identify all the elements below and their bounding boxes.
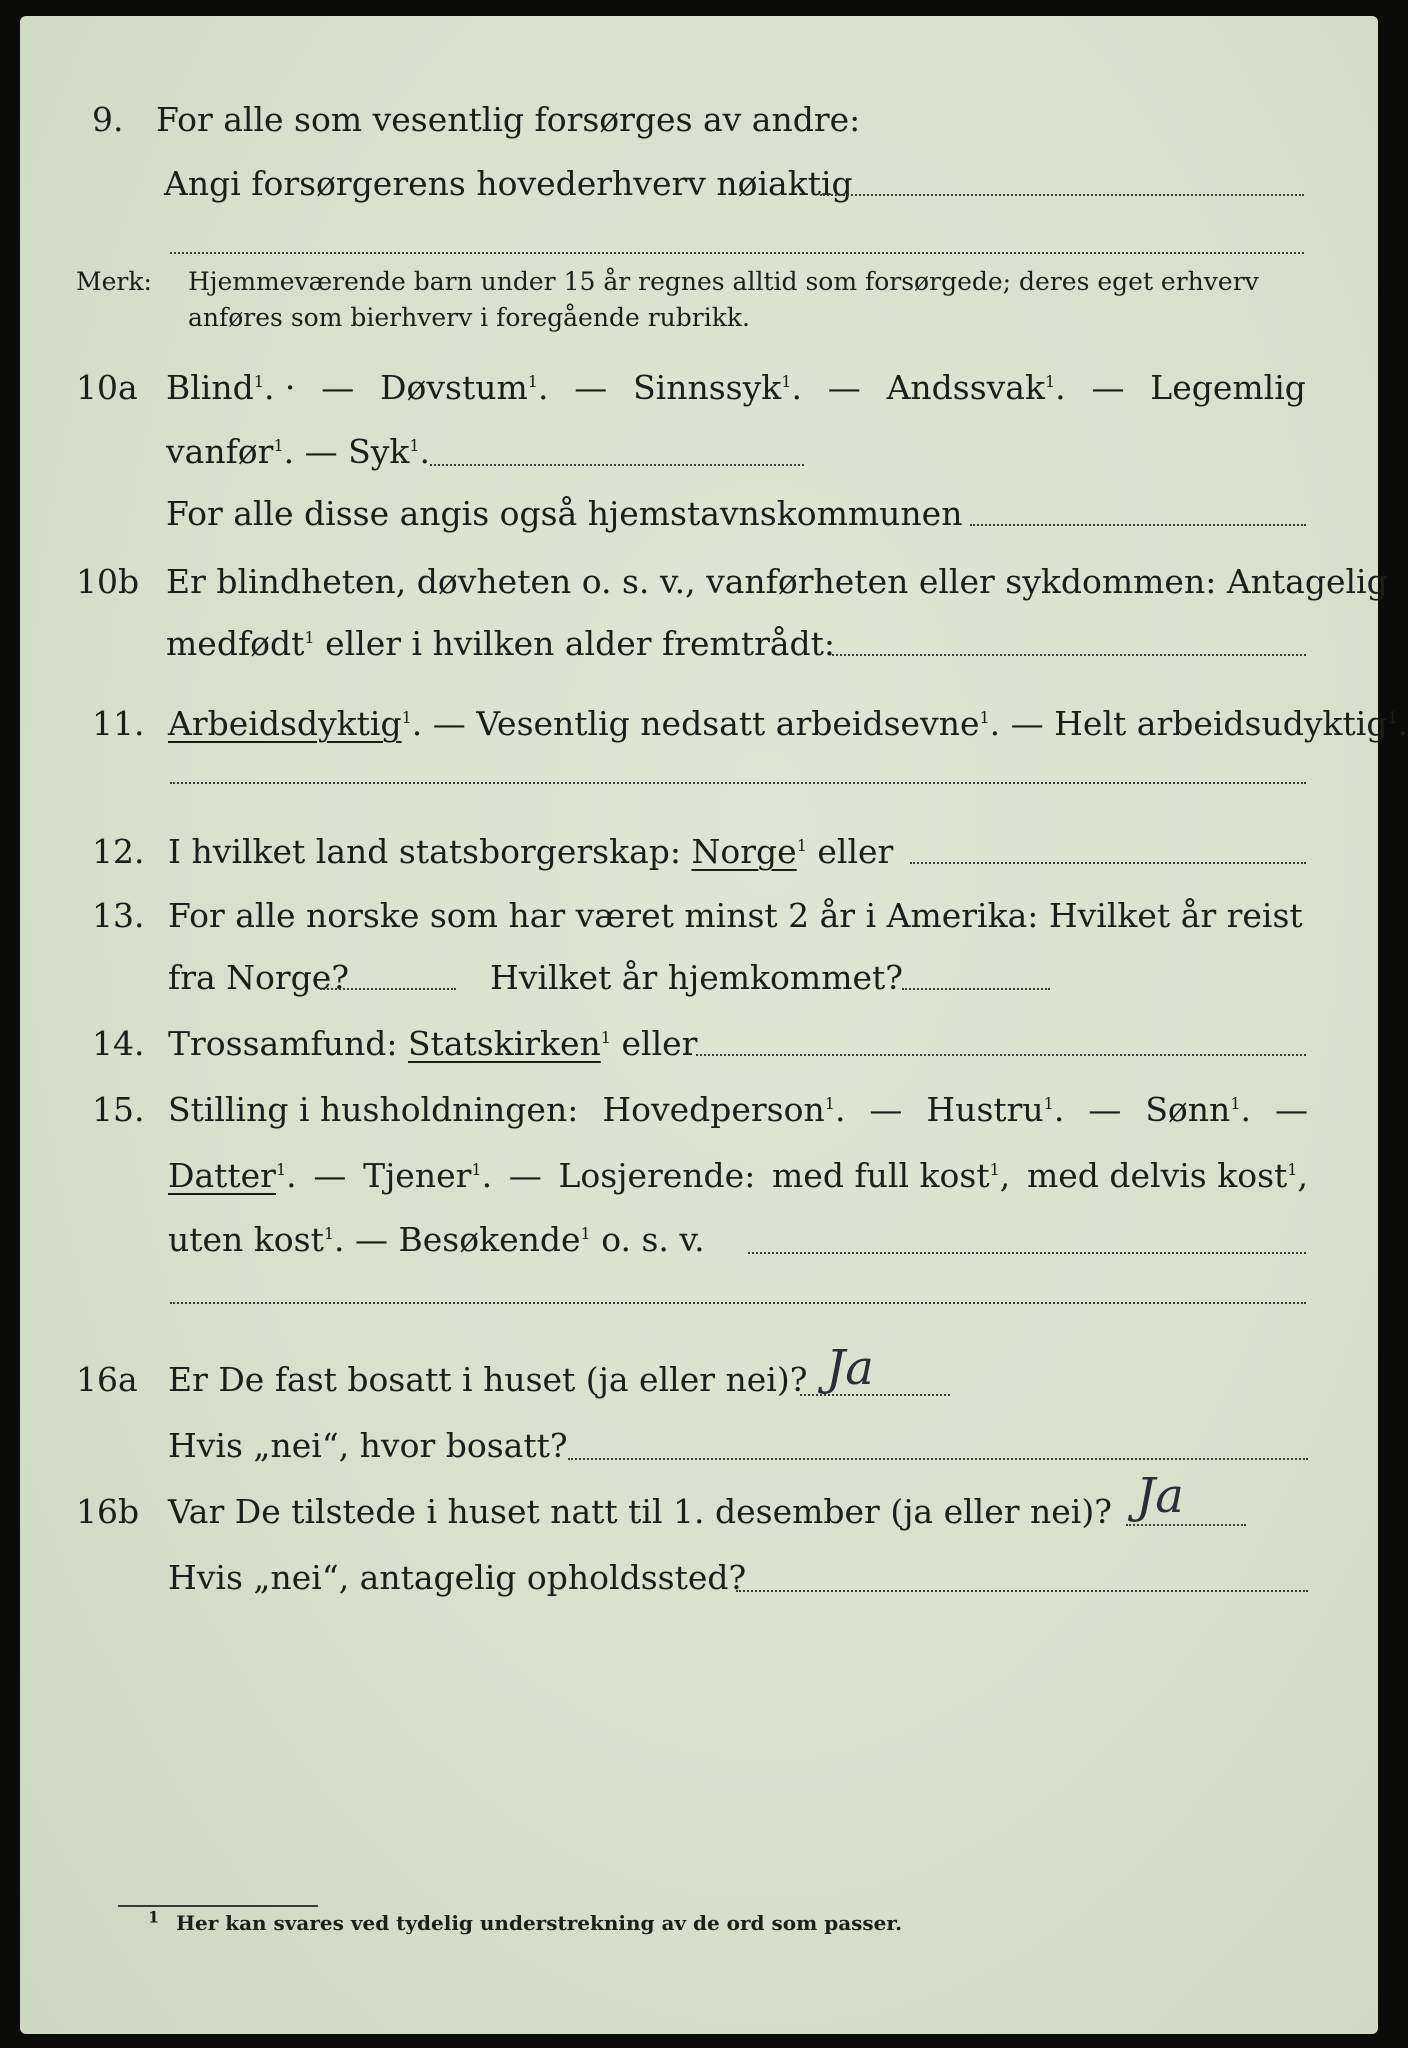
answer-line[interactable] (902, 988, 1050, 990)
option-dovstum[interactable]: Døvstum (380, 368, 528, 407)
question-number: 10b (76, 562, 140, 601)
option-andssvak[interactable]: Andssvak (886, 368, 1045, 407)
question-16a (20, 1340, 1378, 1408)
question-10b (20, 554, 1388, 610)
option-arbeidsdyktig[interactable]: Arbeidsdyktig (168, 704, 402, 743)
question-options: I hvilket land statsborgerskap: Norge$^1$ eller (168, 832, 894, 871)
question-text: Hvilket år hjemkommet? (490, 958, 903, 997)
question-15-line2 (20, 1148, 1378, 1204)
answer-line[interactable] (800, 1394, 950, 1396)
answer-line[interactable] (568, 1458, 1308, 1460)
answer-line[interactable] (320, 988, 456, 990)
option-blind[interactable]: Blind (166, 368, 254, 407)
question-text: Angi forsørgerens hovederhverv nøiaktig (164, 164, 853, 203)
note-text: Hjemmeværende barn under 15 år regnes alltid som forsørgede; deres eget erhverv (188, 267, 1259, 296)
question-number: 10a (76, 368, 138, 407)
question-text: For alle disse angis også hjemstavnskommunen (166, 494, 963, 533)
option-losjerende: Losjerende: (558, 1156, 756, 1195)
answer-line[interactable] (910, 862, 1306, 864)
question-14 (20, 1016, 1378, 1072)
option-datter[interactable]: Datter (168, 1156, 276, 1195)
question-9 (20, 92, 1378, 148)
question-number: 15. (92, 1090, 145, 1129)
question-text: Var De tilstede i huset natt til 1. desember (ja eller nei)? (168, 1492, 1112, 1531)
answer-line[interactable] (820, 194, 1304, 196)
question-options: Arbeidsdyktig$^1$. — Vesentlig nedsatt arbeidsevne$^1$. — Helt arbeidsudyktig$^1$. (168, 704, 1408, 743)
option-statskirken[interactable]: Statskirken (407, 1024, 601, 1063)
question-options: Trossamfund: Statskirken$^1$ eller (168, 1024, 698, 1063)
question-options: uten kost$^1$. — Besøkende$^1$ o. s. v. (168, 1220, 705, 1259)
option-sinnssyk[interactable]: Sinnssyk (633, 368, 782, 407)
question-options: Datter$^1$. — Tjener$^1$. — Losjerende: med full kost$^1$, med delvis kost$^1$, (168, 1148, 1308, 1204)
note-label: Merk: (76, 267, 152, 296)
answer-line[interactable] (170, 1302, 1306, 1304)
question-text: For alle som vesentlig forsørges av andre: (156, 100, 861, 139)
answer-line[interactable] (736, 1590, 1308, 1592)
option-sonn[interactable]: Sønn (1145, 1090, 1231, 1129)
question-number: 9. (92, 100, 124, 139)
option-norge[interactable]: Norge (691, 832, 797, 871)
question-number: 16a (76, 1360, 138, 1399)
question-number: 12. (92, 832, 145, 871)
footnote-text: Her kan svares ved tydelig understrekning av de ord som passer. (176, 1911, 903, 1935)
question-options: Stilling i husholdningen: Hovedperson$^1$. — Hustru$^1$. — Sønn$^1$. — (168, 1090, 1308, 1129)
census-form-page (20, 16, 1408, 2034)
answer-line[interactable] (748, 1252, 1306, 1254)
question-12 (20, 824, 1378, 880)
question-number: 14. (92, 1024, 145, 1063)
question-text: Er De fast bosatt i huset (ja eller nei)? (168, 1360, 808, 1399)
option-delvis-kost[interactable]: med delvis kost (1026, 1156, 1288, 1195)
question-text: For alle norske som har været minst 2 år i Amerika: Hvilket år reist (168, 896, 1303, 935)
question-text: medfødt$^1$ eller i hvilken alder fremtrådt: (166, 624, 836, 663)
option-full-kost[interactable]: med full kost (772, 1156, 990, 1195)
question-text: Hvis „nei“, antagelig opholdssted? (168, 1558, 747, 1597)
question-text: Hvis „nei“, hvor bosatt? (168, 1426, 568, 1465)
question-number: 16b (76, 1492, 140, 1531)
question-options: Blind$^1$. · — Døvstum$^1$. — Sinnssyk$^1$. — Andssvak$^1$. — Legemlig (166, 360, 1306, 416)
question-options: vanfør$^1$. — Syk$^1$. (166, 432, 431, 471)
option-vanfor[interactable]: vanfør (166, 432, 274, 471)
answer-line[interactable] (170, 782, 1306, 784)
question-text: Er blindheten, døvheten o. s. v., vanførheten eller sykdommen: Antagelig (166, 562, 1388, 601)
question-10a (20, 360, 1378, 416)
footnote-mark: 1 (148, 1907, 160, 1927)
question-13 (20, 888, 1378, 944)
option-hovedperson[interactable]: Hovedperson (602, 1090, 825, 1129)
footnote (148, 1906, 902, 1940)
option-tjener[interactable]: Tjener (363, 1156, 472, 1195)
question-11 (20, 696, 1408, 752)
question-10a-line3 (20, 486, 1378, 542)
question-13-line2 (20, 950, 1378, 1006)
answer-line[interactable] (170, 252, 1304, 254)
option-besokende[interactable]: Besøkende (398, 1220, 581, 1259)
answer-line[interactable] (832, 654, 1306, 656)
question-number: 11. (92, 704, 145, 743)
question-number: 13. (92, 896, 145, 935)
question-16b (20, 1468, 1378, 1540)
answer-line[interactable] (970, 524, 1306, 526)
option-medfodt[interactable]: medfødt (166, 624, 305, 663)
answer-line[interactable] (430, 464, 804, 466)
question-9-line2 (20, 156, 1378, 212)
option-legemlig[interactable]: Legemlig (1150, 368, 1306, 407)
option-uten-kost[interactable]: uten kost (168, 1220, 324, 1259)
question-16a-line2 (20, 1418, 1378, 1474)
option-nedsatt[interactable]: Vesentlig nedsatt arbeidsevne (476, 704, 980, 743)
handwritten-answer: Ja (826, 1340, 874, 1396)
note-text: anføres som bierhverv i foregående rubrikk. (188, 303, 750, 332)
option-udyktig[interactable]: Helt arbeidsudyktig (1054, 704, 1388, 743)
question-text: fra Norge? (168, 958, 350, 997)
answer-line[interactable] (1126, 1524, 1246, 1526)
answer-line[interactable] (696, 1054, 1306, 1056)
question-15-line3 (20, 1212, 1378, 1268)
option-hustru[interactable]: Hustru (926, 1090, 1044, 1129)
question-10b-line2 (20, 616, 1378, 672)
question-15 (20, 1082, 1378, 1138)
question-16b-line2 (20, 1550, 1378, 1606)
question-10a-line2 (20, 424, 1378, 480)
handwritten-answer: Ja (1136, 1468, 1184, 1524)
option-syk[interactable]: Syk (348, 432, 410, 471)
